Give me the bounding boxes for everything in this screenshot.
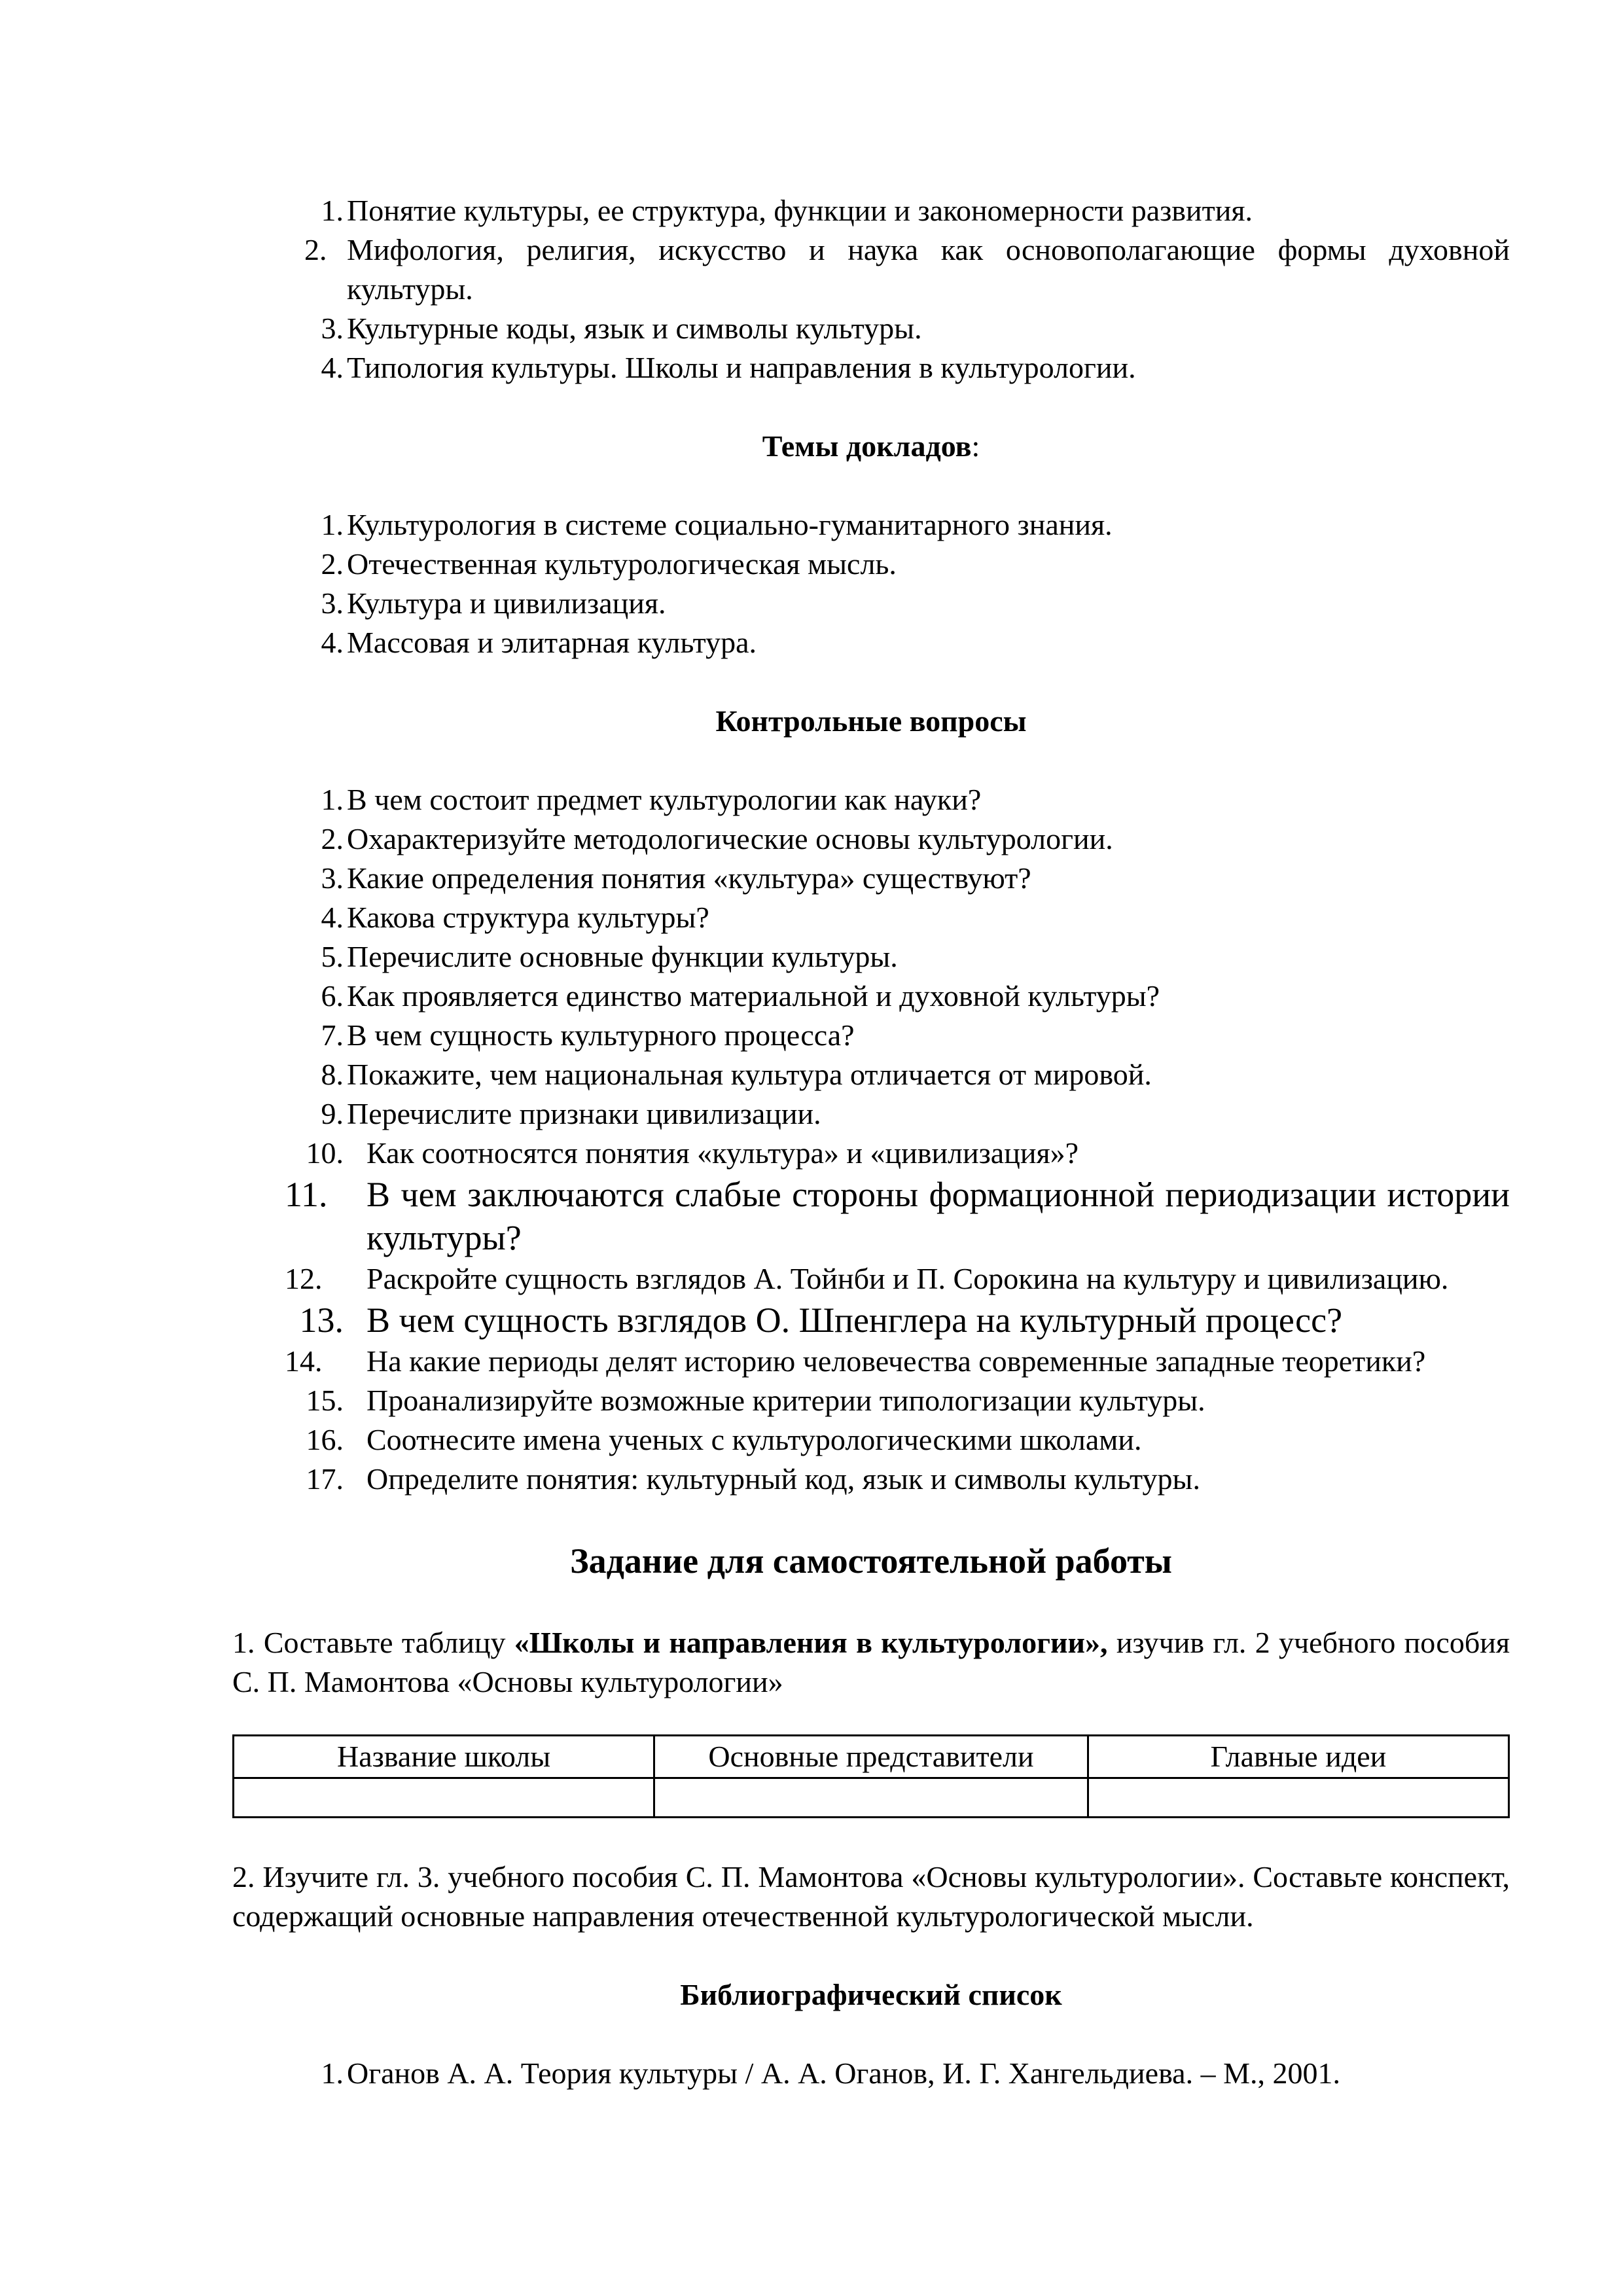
table-header-row bbox=[234, 1736, 1509, 1778]
list-item: 1. Оганов А. А. Теория культуры / А. А. Оганов, И. Г. Хангельдиева. – М., 2001. bbox=[321, 2056, 1340, 2090]
list-item: 15. Проанализируйте возможные критерии типологизации культуры. bbox=[306, 1384, 1205, 1417]
bibliography-heading: Библиографический список bbox=[680, 1978, 1062, 2011]
list-item: 7. В чем сущность культурного процесса? bbox=[321, 1018, 855, 1052]
reports-heading: Темы докладов: bbox=[762, 429, 980, 463]
list-item: 13. В чем сущность взглядов О. Шпенглера на культурный процесс? bbox=[299, 1300, 1343, 1340]
list-item: 4. Массовая и элитарная культура. bbox=[321, 626, 757, 659]
list-item: 2. Отечественная культурологическая мысль. bbox=[321, 547, 897, 581]
list-item: 8. Покажите, чем национальная культура отличается от мировой. bbox=[321, 1058, 1152, 1091]
list-item: 4. Какова структура культуры? bbox=[321, 901, 709, 934]
list-item: 3. Культура и цивилизация. bbox=[321, 586, 666, 620]
reports-list bbox=[232, 505, 1510, 662]
control-heading: Контрольные вопросы bbox=[715, 704, 1027, 738]
list-item: 3. Культурные коды, язык и символы культуры. bbox=[321, 312, 922, 345]
list-item: 3. Какие определения понятия «культура» существуют? bbox=[321, 861, 1031, 895]
bibliography-list bbox=[232, 2054, 1510, 2093]
table-cell[interactable] bbox=[1088, 1778, 1508, 1818]
table-cell[interactable] bbox=[234, 1778, 654, 1818]
control-list bbox=[232, 780, 1510, 1499]
document-page bbox=[232, 191, 1510, 2093]
task-1: 1. Составьте таблицу «Школы и направления в культурологии», изучив гл. 2 учебного пособия С. П. Мамонтова «Основы культурологии» bbox=[232, 1626, 1510, 1698]
list-item: 14. На какие периоды делят историю человечества современные западные теоретики? bbox=[285, 1344, 1426, 1378]
table-cell[interactable] bbox=[654, 1778, 1088, 1818]
list-item: 11. В чем заключаются слабые стороны формационной периодизации истории культуры? bbox=[285, 1175, 1510, 1257]
list-item: 1. Понятие культуры, ее структура, функции и закономерности развития. bbox=[321, 194, 1253, 227]
intro-list bbox=[232, 191, 1510, 387]
table-header-cell: Главные идеи bbox=[1088, 1736, 1508, 1778]
list-item: 4. Типология культуры. Школы и направления в культурологии. bbox=[321, 351, 1136, 384]
list-item: 10. Как соотносятся понятия «культура» и «цивилизация»? bbox=[306, 1136, 1079, 1170]
list-item: 12. Раскройте сущность взглядов А. Тойнби и П. Сорокина на культуру и цивилизацию. bbox=[285, 1262, 1449, 1295]
table-row bbox=[234, 1778, 1509, 1818]
list-item: 2. Мифология, религия, искусство и наука как основополагающие формы духовной культуры. bbox=[304, 233, 1510, 306]
list-item: 16. Соотнесите имена ученых с культурологическими школами. bbox=[306, 1423, 1142, 1456]
list-item: 2. Охарактеризуйте методологические основы культурологии. bbox=[321, 822, 1113, 855]
task-2: 2. Изучите гл. 3. учебного пособия С. П. Мамонтова «Основы культурологии». Составьте конспект, содержащий основные направления отечественной культурологической мысли. bbox=[232, 1860, 1510, 1933]
list-item: 17. Определите понятия: культурный код, язык и символы культуры. bbox=[306, 1462, 1200, 1496]
self-work-heading: Задание для самостоятельной работы bbox=[570, 1541, 1172, 1581]
list-item: 1. В чем состоит предмет культурологии как науки? bbox=[321, 783, 982, 816]
schools-table bbox=[232, 1734, 1510, 1818]
table-header-cell: Основные представители bbox=[654, 1736, 1088, 1778]
list-item: 9. Перечислите признаки цивилизации. bbox=[321, 1097, 821, 1130]
list-item: 1. Культурология в системе социально-гуманитарного знания. bbox=[321, 508, 1113, 541]
table-header-cell: Название школы bbox=[234, 1736, 654, 1778]
list-item: 5. Перечислите основные функции культуры. bbox=[321, 940, 898, 973]
list-item: 6. Как проявляется единство материальной и духовной культуры? bbox=[321, 979, 1160, 1013]
